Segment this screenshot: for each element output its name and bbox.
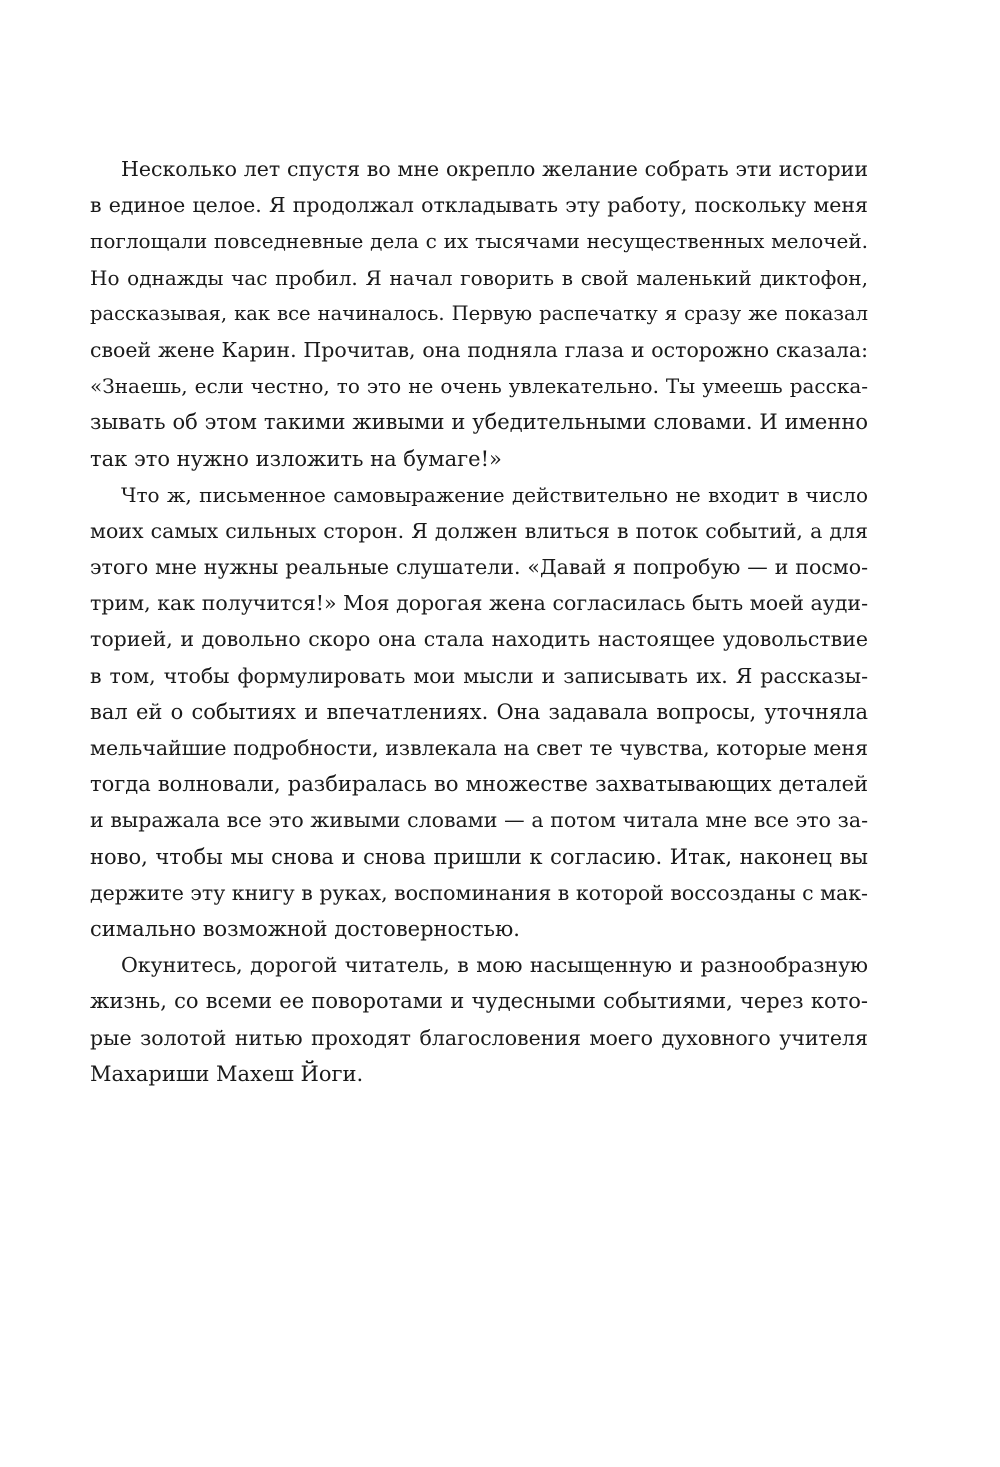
paragraph-3 — [90, 947, 868, 1092]
text-line: жизнь, со всеми ее поворотами и чудесными событиями, через кото- — [90, 989, 868, 1014]
body-text — [90, 151, 868, 1092]
text-line: и выражала все это живыми словами — а потом читала мне все это за- — [90, 808, 868, 833]
text-line: мельчайшие подробности, извлекала на свет те чувства, которые меня — [90, 736, 868, 760]
text-line: Несколько лет спустя во мне окрепло желание собрать эти истории — [121, 157, 868, 181]
text-line: так это нужно изложить на бумаге!» — [90, 446, 502, 471]
text-line: трим, как получится!» Моя дорогая жена согласилась быть моей ауди- — [90, 591, 868, 616]
text-line: своей жене Карин. Прочитав, она подняла глаза и осторожно сказала: — [90, 337, 868, 362]
text-line: Махариши Махеш Йоги. — [90, 1061, 364, 1086]
text-line: этого мне нужны реальные слушатели. «Давай я попробую — и посмо- — [90, 555, 868, 580]
text-line: Но однажды час пробил. Я начал говорить в свой маленький диктофон, — [90, 265, 868, 290]
text-line: «Знаешь, если честно, то это не очень увлекательно. Ты умеешь расска- — [90, 374, 868, 399]
paragraph-2 — [90, 477, 868, 947]
text-line: в том, чтобы формулировать мои мысли и записывать их. Я рассказы- — [90, 663, 868, 688]
paragraph-1 — [90, 151, 868, 477]
text-line: торией, и довольно скоро она стала находить настоящее удовольствие — [90, 627, 868, 652]
text-line: симально возможной достоверностью. — [90, 916, 520, 941]
text-line: вал ей о событиях и впечатлениях. Она задавала вопросы, уточняла — [90, 699, 868, 724]
text-line: держите эту книгу в руках, воспоминания в которой воссозданы с мак- — [90, 880, 868, 905]
text-line: моих самых сильных сторон. Я должен влиться в поток событий, а для — [90, 518, 868, 543]
text-line: Что ж, письменное самовыражение действительно не входит в число — [121, 482, 868, 507]
text-line: в единое целое. Я продолжал откладывать эту работу, поскольку меня — [90, 193, 868, 218]
text-line: Окунитесь, дорогой читатель, в мою насыщенную и разнообразную — [121, 953, 868, 978]
text-line: поглощали повседневные дела с их тысячами несущественных мелочей. — [90, 229, 868, 254]
text-line: рые золотой нитью проходят благословения моего духовного учителя — [90, 1025, 868, 1050]
text-line: зывать об этом такими живыми и убедительными словами. И именно — [90, 410, 868, 435]
text-line: тогда волновали, разбиралась во множестве захватывающих деталей — [90, 772, 868, 797]
text-line: рассказывая, как все начиналось. Первую распечатку я сразу же показал — [90, 301, 868, 325]
text-line: ново, чтобы мы снова и снова пришли к согласию. Итак, наконец вы — [90, 844, 868, 869]
